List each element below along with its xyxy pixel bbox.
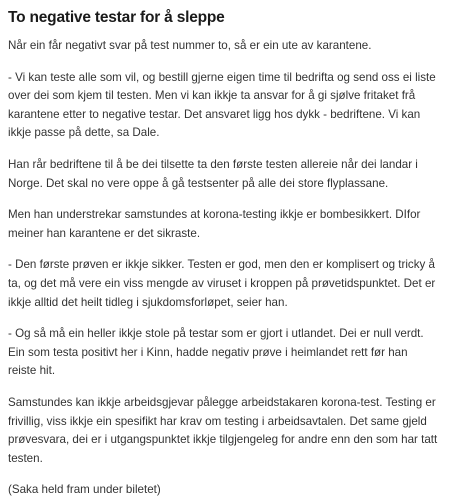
article-paragraph: - Vi kan teste alle som vil, og bestill gjerne eigen time til bedrifta og send oss ei liste over dei som kjem til testen. Men vi kan ikkje ta ansvar for å gi sjølve fritaket frå karantene etter to negative testar. Det ansvaret ligg hos dykk - bedriftene. Vi kan ikkje passe på dette, sa Dale. xyxy=(8,70,436,140)
article-paragraph: Men han understrekar samstundes at korona-testing ikkje er bombesikkert. DIfor meiner han karantene er det sikraste. xyxy=(8,208,421,240)
article-headline: To negative testar for å sleppe xyxy=(8,9,225,26)
article-paragraph: - Den første prøven er ikkje sikker. Testen er god, men den er komplisert og tricky å ta, og det må vere ein viss mengde av viruset i kroppen på prøvetidspunktet. Det er ikkje alltid det heilt tidleg i sjukdomsforløpet, seier han. xyxy=(8,258,436,309)
article-paragraph: - Og så må ein heller ikkje stole på testar som er gjort i utlandet. Dei er null verdt. Ein som testa positivt her i Kinn, hadde negativ prøve i heimlandet rett før han reiste hit. xyxy=(8,327,424,378)
article-cutoff-line: (Saka held fram under biletet) xyxy=(8,483,161,497)
article-paragraph: Han rår bedriftene til å be dei tilsette ta den første testen allereie når dei landar i Norge. Det skal no vere oppe å gå testsenter på alle dei store flyplassane. xyxy=(8,157,418,190)
article-paragraph: Når ein får negativt svar på test nummer to, så er ein ute av karantene. xyxy=(8,39,372,52)
article-paragraph: Samstundes kan ikkje arbeidsgjevar pålegge arbeidstakaren korona-test. Testing er frivillig, viss ikkje ein spesifikt har krav om testing i arbeidsavtalen. Det same gjeld prøvesvara, dei er i utgangspunktet ikkje tilgjengeleg for andre enn den som har tatt testen. xyxy=(8,395,438,465)
